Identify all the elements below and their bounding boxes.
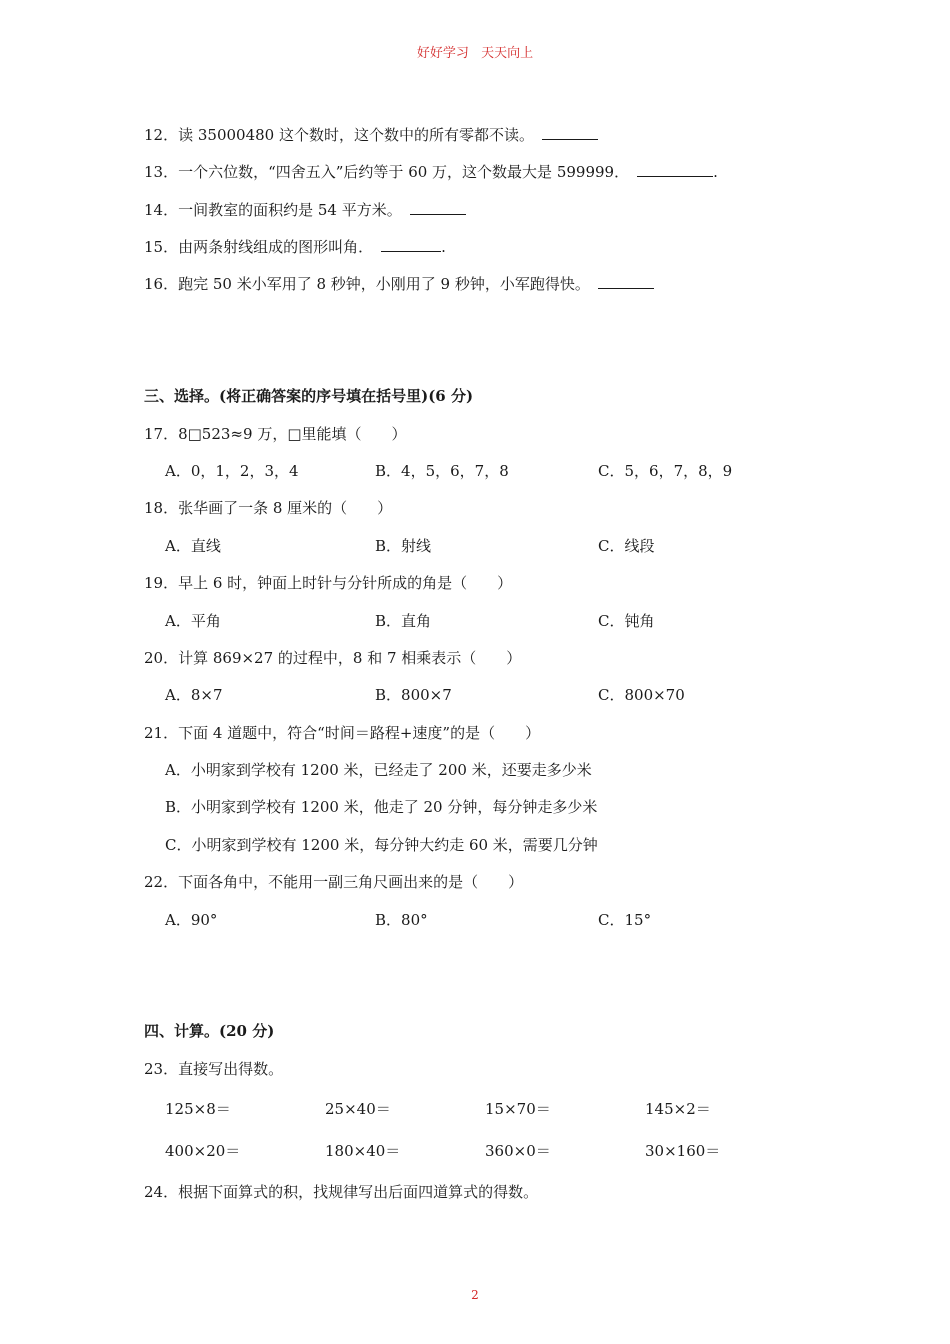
question-20: 20．计算 869×27 的过程中，8 和 7 相乘表示（ ） bbox=[144, 649, 522, 667]
header-right-text: 天天向上 bbox=[481, 46, 534, 61]
option-21-b[interactable]: B．小明家到学校有 1200 米，他走了 20 分钟，每分钟走多少米 bbox=[165, 798, 598, 816]
question-13: 13．一个六位数，“四舍五入”后约等于 60 万，这个数最大是 599999． . bbox=[144, 163, 718, 181]
answer-blank[interactable] bbox=[637, 162, 713, 177]
option-17-c[interactable]: C．5，6，7，8，9 bbox=[598, 462, 733, 480]
option-17-b[interactable]: B．4，5，6，7，8 bbox=[375, 462, 509, 480]
calc-item: 25×40＝ bbox=[325, 1100, 391, 1118]
calc-item: 15×70＝ bbox=[485, 1100, 551, 1118]
answer-blank[interactable] bbox=[410, 200, 466, 215]
question-21: 21．下面 4 道题中，符合“时间＝路程+速度”的是（ ） bbox=[144, 724, 541, 742]
answer-blank[interactable] bbox=[381, 237, 441, 252]
question-15: 15．由两条射线组成的图形叫角． . bbox=[144, 238, 446, 256]
answer-blank[interactable] bbox=[598, 274, 654, 289]
section-4-title: 四、计算。(20 分) bbox=[144, 1022, 275, 1040]
option-22-a[interactable]: A．90° bbox=[165, 911, 218, 929]
option-21-c[interactable]: C．小明家到学校有 1200 米，每分钟大约走 60 米，需要几分钟 bbox=[165, 836, 598, 854]
option-19-c[interactable]: C．钝角 bbox=[598, 612, 655, 630]
option-20-b[interactable]: B．800×7 bbox=[375, 686, 452, 704]
option-22-b[interactable]: B．80° bbox=[375, 911, 428, 929]
option-17-a[interactable]: A．0，1，2，3，4 bbox=[165, 462, 299, 480]
option-22-c[interactable]: C．15° bbox=[598, 911, 652, 929]
question-16: 16．跑完 50 米小军用了 8 秒钟，小刚用了 9 秒钟，小军跑得快。 bbox=[144, 273, 654, 294]
calc-item: 145×2＝ bbox=[645, 1100, 711, 1118]
calc-item: 400×20＝ bbox=[165, 1142, 241, 1160]
calc-item: 125×8＝ bbox=[165, 1100, 231, 1118]
question-24: 24．根据下面算式的积，找规律写出后面四道算式的得数。 bbox=[144, 1183, 539, 1201]
option-19-b[interactable]: B．直角 bbox=[375, 612, 432, 630]
header-left-text: 好好学习 bbox=[416, 46, 469, 61]
calc-item: 180×40＝ bbox=[325, 1142, 401, 1160]
option-18-c[interactable]: C．线段 bbox=[598, 537, 655, 555]
question-18: 18．张华画了一条 8 厘米的（ ） bbox=[144, 499, 393, 517]
question-12: 12．读 35000480 这个数时，这个数中的所有零都不读。 bbox=[144, 124, 598, 145]
option-18-b[interactable]: B．射线 bbox=[375, 537, 432, 555]
question-23: 23．直接写出得数。 bbox=[144, 1060, 284, 1078]
page-number: 2 bbox=[471, 1288, 479, 1302]
option-21-a[interactable]: A．小明家到学校有 1200 米，已经走了 200 米，还要走多少米 bbox=[165, 761, 592, 779]
question-19: 19．早上 6 时，钟面上时针与分针所成的角是（ ） bbox=[144, 574, 513, 592]
option-18-a[interactable]: A．直线 bbox=[165, 537, 221, 555]
calc-item: 360×0＝ bbox=[485, 1142, 551, 1160]
page-header bbox=[0, 42, 950, 61]
option-19-a[interactable]: A．平角 bbox=[165, 612, 221, 630]
answer-blank[interactable] bbox=[542, 125, 598, 140]
calc-item: 30×160＝ bbox=[645, 1142, 721, 1160]
option-20-a[interactable]: A．8×7 bbox=[165, 686, 223, 704]
question-22: 22．下面各角中，不能用一副三角尺画出来的是（ ） bbox=[144, 873, 524, 891]
option-20-c[interactable]: C．800×70 bbox=[598, 686, 685, 704]
question-14: 14．一间教室的面积约是 54 平方米。 bbox=[144, 199, 466, 220]
section-3-title: 三、选择。(将正确答案的序号填在括号里)(6 分) bbox=[144, 387, 474, 405]
question-17: 17．8□523≈9 万，□里能填（ ） bbox=[144, 425, 407, 443]
